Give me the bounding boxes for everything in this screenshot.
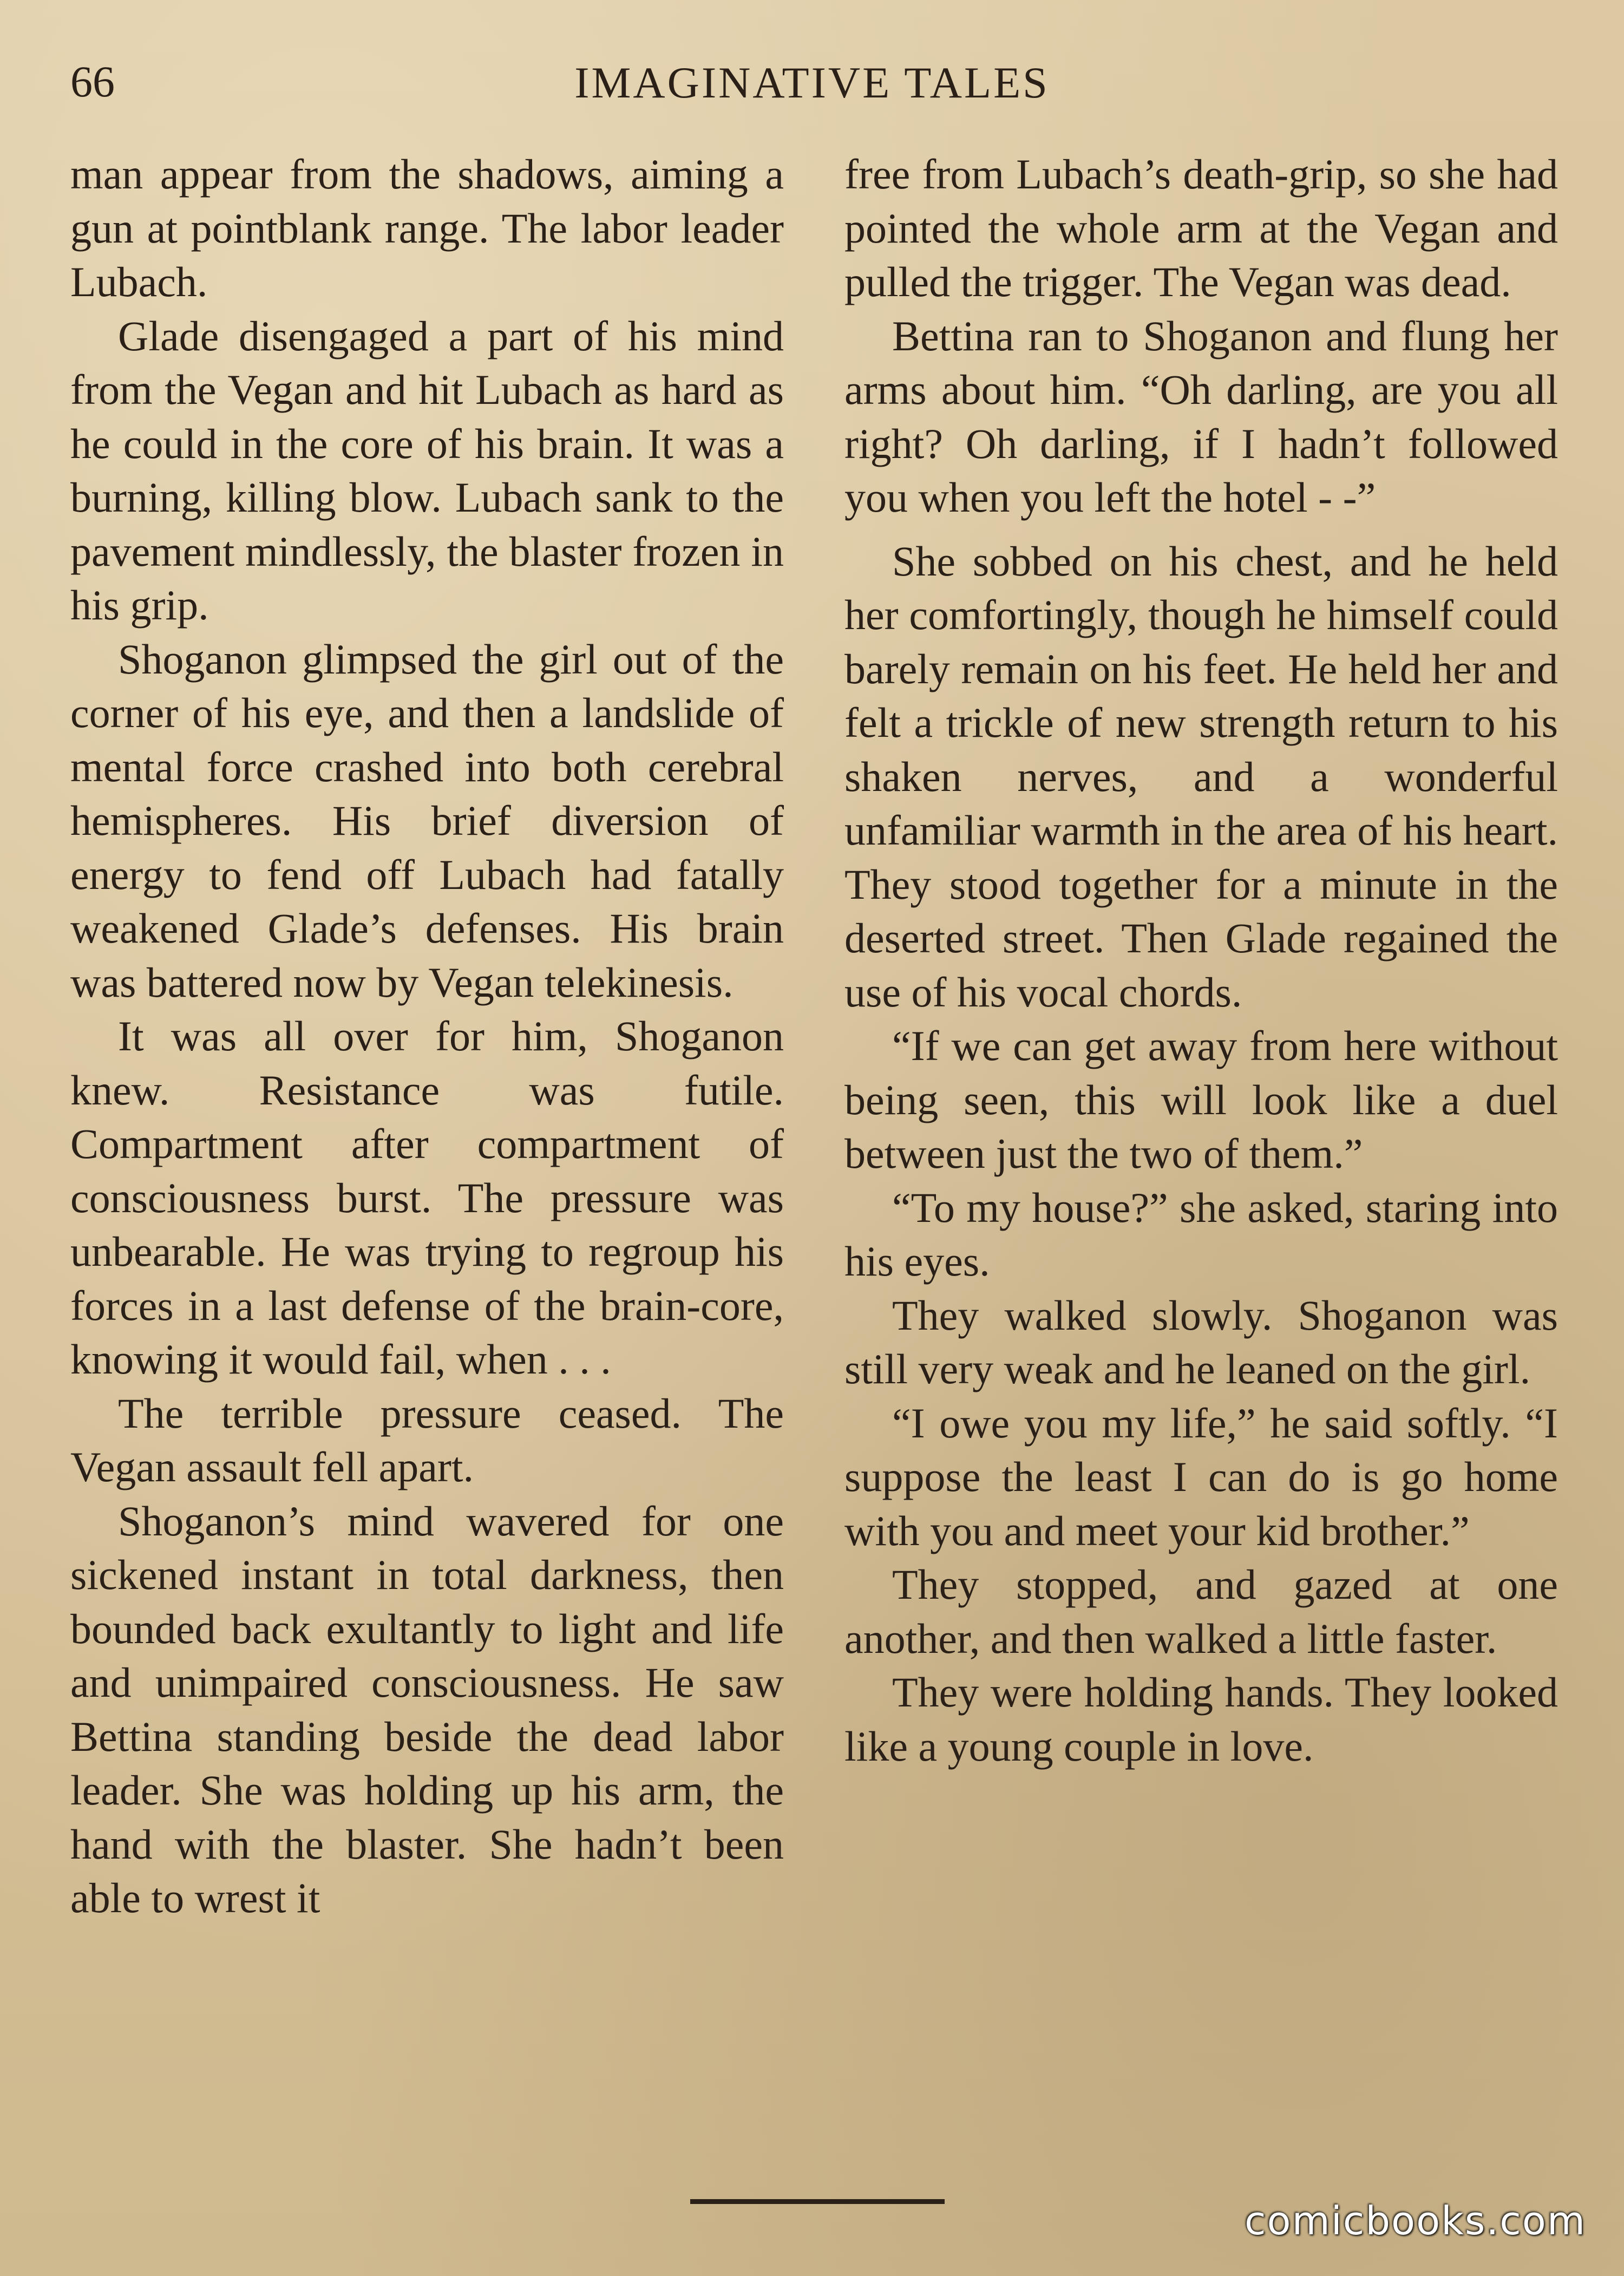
paragraph: They stopped, and gazed at one another, and then walked a little faster. — [844, 1561, 1558, 1662]
left-column — [70, 147, 784, 1925]
paragraph: Shoganon’s mind wavered for one sickened instant in total darkness, then bounded back exultantly to light and life and unimpaired consciousness. He saw Bettina standing beside the dead labor leader. She was holding up his arm, the hand with the blaster. She hadn’t been able to wrest it — [70, 1497, 784, 1921]
watermark: comicbooks.com — [1244, 2198, 1586, 2244]
paragraph: “I owe you my life,” he said softly. “I suppose the least I can do is go home with you and meet your kid brother.” — [844, 1399, 1558, 1554]
running-title: IMAGINATIVE TALES — [574, 58, 1050, 107]
paragraph: They walked slowly. Shoganon was still very weak and he leaned on the girl. — [844, 1291, 1558, 1392]
paragraph: “If we can get away from here without being seen, this will look like a duel between just the two of them.” — [844, 1022, 1558, 1177]
paragraph: Glade disengaged a part of his mind from the Vegan and hit Lubach as hard as he could in the core of his brain. It was a burning, killing blow. Lubach sank to the pavement mindlessly, the blaster frozen in his grip. — [70, 312, 784, 629]
paragraph: The terrible pressure ceased. The Vegan assault fell apart. — [70, 1389, 784, 1490]
paragraph: She sobbed on his chest, and he held her comfortingly, though he himself could barely remain on his feet. He held her and felt a trickle of new strength return to his shaken nerves, and a wonderful unfamiliar warmth in the area of his heart. They stood together for a minute in the deserted street. Then Glade regained the use of his vocal chords. — [844, 537, 1558, 1016]
page-number: 66 — [70, 57, 115, 106]
paragraph: They were holding hands. They looked like a young couple in love. — [844, 1669, 1558, 1770]
right-column — [844, 147, 1558, 1773]
paragraph: Shoganon glimpsed the girl out of the corner of his eye, and then a landslide of mental force crashed into both cerebral hemispheres. His brief diversion of energy to fend off Lubach had fatally weakened Glade’s defenses. His brain was battered now by Vegan telekinesis. — [70, 635, 784, 1006]
paragraph: Bettina ran to Shoganon and flung her arms about him. “Oh darling, are you all right? Oh darling, if I hadn’t followed you when you left the hotel - -” — [844, 312, 1558, 521]
story-end-rule — [690, 2199, 945, 2204]
paragraph: free from Lubach’s death-grip, so she had pointed the whole arm at the Vegan and pulled the trigger. The Vegan was dead. — [844, 151, 1558, 305]
paragraph: “To my house?” she asked, staring into his eyes. — [844, 1183, 1558, 1285]
paragraph: It was all over for him, Shoganon knew. Resistance was futile. Compartment after compartment of consciousness burst. The pressure was unbearable. He was trying to regroup his forces in a last defense of the brain-core, knowing it would fail, when . . . — [70, 1012, 784, 1383]
paragraph: man appear from the shadows, aiming a gun at pointblank range. The labor leader Lubach. — [70, 151, 784, 305]
